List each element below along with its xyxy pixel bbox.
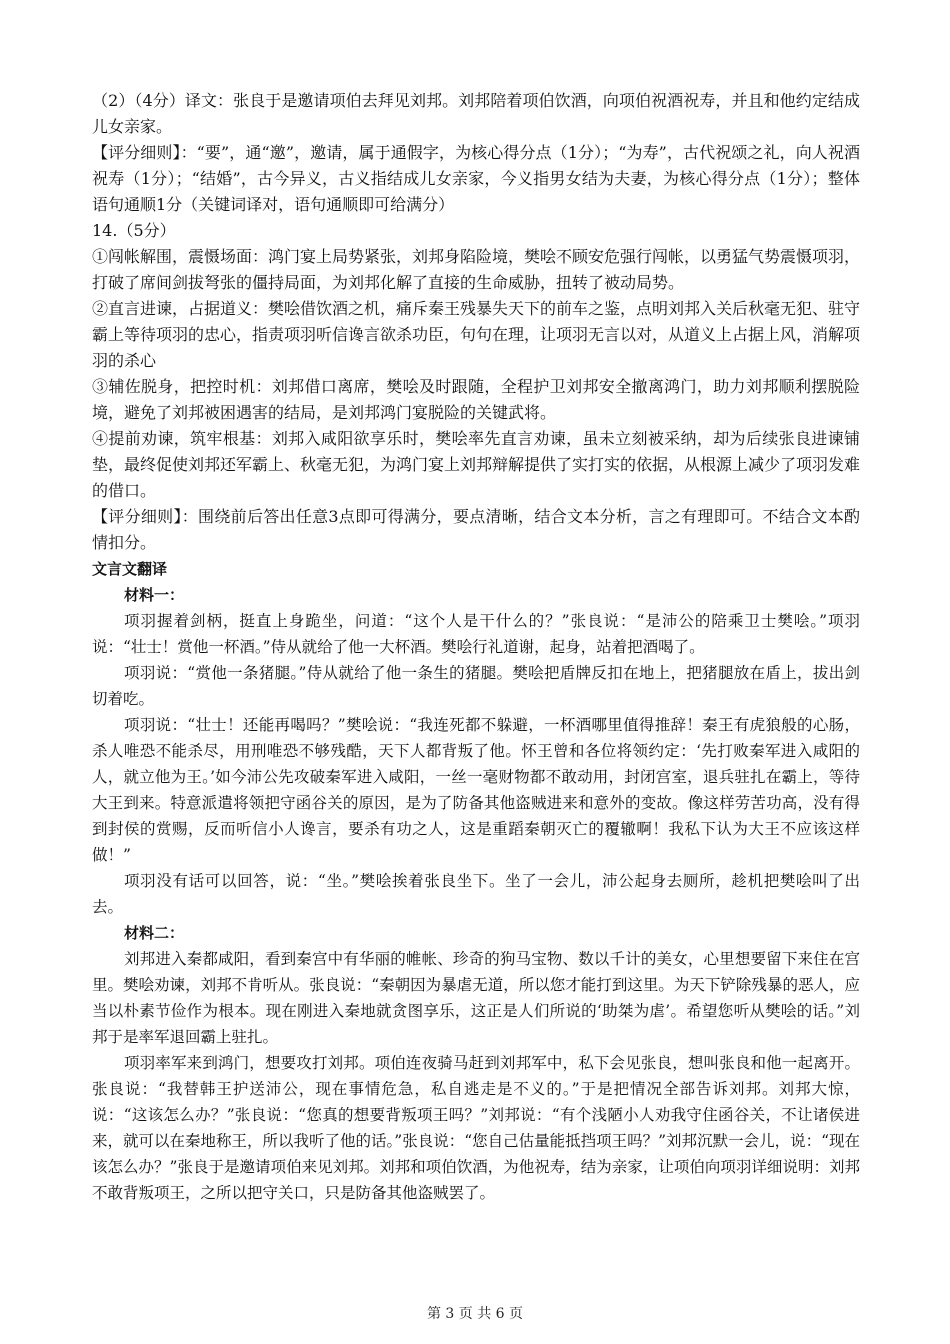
material-two-title: 材料二：: [124, 924, 185, 942]
answer-page: [92, 88, 860, 1206]
material-one-title: 材料一：: [124, 586, 185, 604]
material-two: [92, 920, 860, 1206]
material-two-paragraph: 刘邦进入秦都咸阳，看到秦宫中有华丽的帷帐、珍奇的狗马宝物、数以千计的美女，心里想要留下来住在宫里。樊哙劝谏，刘邦不肯听从。张良说：“秦朝因为暴虐无道，所以您才能打到这里。为天下铲除残暴的恶人，应当以朴素节俭作为根本。现在刚进入秦地就贪图享乐，这正是人们所说的‘助桀为虐’。希望您听从樊哙的话。”刘邦于是率军退回霸上驻扎。: [92, 950, 860, 1046]
material-one-paragraph: 项羽说：“壮士！还能再喝吗？”樊哙说：“我连死都不躲避，一杯酒哪里值得推辞！秦王有虎狼般的心肠，杀人唯恐不能杀尽，用刑唯恐不够残酷，天下人都背叛了他。怀王曾和各位将领约定：‘先打败秦军进入咸阳的人，就立他为王。’如今沛公先攻破秦军进入咸阳，一丝一毫财物都不敢动用，封闭宫室，退兵驻扎在霸上，等待大王到来。特意派遣将领把守函谷关的原因，是为了防备其他盗贼进来和意外的变故。像这样劳苦功高，没有得到封侯的赏赐，反而听信小人谗言，要杀有功之人，这是重蹈秦朝灭亡的覆辙啊！我私下认为大王不应该这样做！”: [92, 716, 860, 864]
answer-14-scoring: 【评分细则】：围绕前后答出任意3点即可得满分，要点清晰，结合文本分析，言之有理即可。不结合文本酌情扣分。: [92, 507, 860, 552]
answer-14-heading: 14.（5分）: [92, 221, 176, 240]
answer-14-point-4: ④提前劝谏，筑牢根基：刘邦入咸阳欲享乐时，樊哙率先直言劝谏，虽未立刻被采纳，却为后续张良进谏铺垫，最终促使刘邦还军霸上、秋毫无犯，为鸿门宴上刘邦辩解提供了实打实的依据，从根源上减少了项羽发难的借口。: [92, 429, 861, 500]
material-one-paragraph: 项羽说：“赏他一条猪腿。”侍从就给了他一条生的猪腿。樊哙把盾牌反扣在地上，把猪腿放在盾上，拔出剑切着吃。: [92, 664, 860, 708]
answer-14-point-3: ③辅佐脱身，把控时机：刘邦借口离席，樊哙及时跟随，全程护卫刘邦安全撤离鸿门，助力刘邦顺利摆脱险境，避免了刘邦被困遇害的结局，是刘邦鸿门宴脱险的关键武将。: [92, 377, 860, 422]
answer-14-point-1: ①闯帐解围，震慑场面：鸿门宴上局势紧张，刘邦身陷险境，樊哙不顾安危强行闯帐，以勇猛气势震慑项羽，打破了席间剑拔弩张的僵持局面，为刘邦化解了直接的生命威胁，扭转了被动局势。: [92, 247, 861, 292]
material-one-paragraph: 项羽没有话可以回答，说：“坐。”樊哙挨着张良坐下。坐了一会儿，沛公起身去厕所，趁机把樊哙叫了出去。: [92, 872, 860, 916]
answer-13-translation: （2）（4分）译文：张良于是邀请项伯去拜见刘邦。刘邦陪着项伯饮酒，向项伯祝酒祝寿，并且和他约定结成儿女亲家。: [92, 91, 860, 136]
classical-translation-title: 文言文翻译: [92, 560, 168, 578]
page-number-footer: 第 3 页 共 6 页: [426, 1306, 524, 1322]
answer-14-point-2: ②直言进谏，占据道义：樊哙借饮酒之机，痛斥秦王残暴失天下的前车之鉴，点明刘邦入关后秋毫无犯、驻守霸上等待项羽的忠心，指责项羽听信谗言欲杀功臣，句句在理，让项羽无言以对，从道义上占据上风，消解项羽的杀心: [92, 299, 861, 370]
material-one-paragraph: 项羽握着剑柄，挺直上身跪坐，问道：“这个人是干什么的？”张良说：“是沛公的陪乘卫士樊哙。”项羽说：“壮士！赏他一杯酒。”侍从就给了他一大杯酒。樊哙行礼道谢，起身，站着把酒喝了。: [92, 612, 860, 656]
answer-13-scoring: 【评分细则】：“要”，通“邀”，邀请，属于通假字，为核心得分点（1分）；“为寿”，古代祝颂之礼，向人祝酒祝寿（1分）；“结婚”，古今异义，古义指结成儿女亲家，今义指男女结为夫妻，为核心得分点（1分）；整体语句通顺1分（关键词译对，语句通顺即可给满分）: [92, 143, 860, 214]
material-two-paragraph: 项羽率军来到鸿门，想要攻打刘邦。项伯连夜骑马赶到刘邦军中，私下会见张良，想叫张良和他一起离开。张良说：“我替韩王护送沛公，现在事情危急，私自逃走是不义的。”于是把情况全部告诉刘邦。刘邦大惊，说：“这该怎么办？”张良说：“您真的想要背叛项王吗？”刘邦说：“有个浅陋小人劝我守住函谷关，不让诸侯进来，就可以在秦地称王，所以我听了他的话。”张良说：“您自己估量能抵挡项王吗？”刘邦沉默一会儿，说：“现在该怎么办？”张良于是邀请项伯来见刘邦。刘邦和项伯饮酒，为他祝寿，结为亲家，让项伯向项羽详细说明：刘邦不敢背叛项王，之所以把守关口，只是防备其他盗贼罢了。: [92, 1054, 860, 1202]
material-one: [92, 582, 860, 920]
